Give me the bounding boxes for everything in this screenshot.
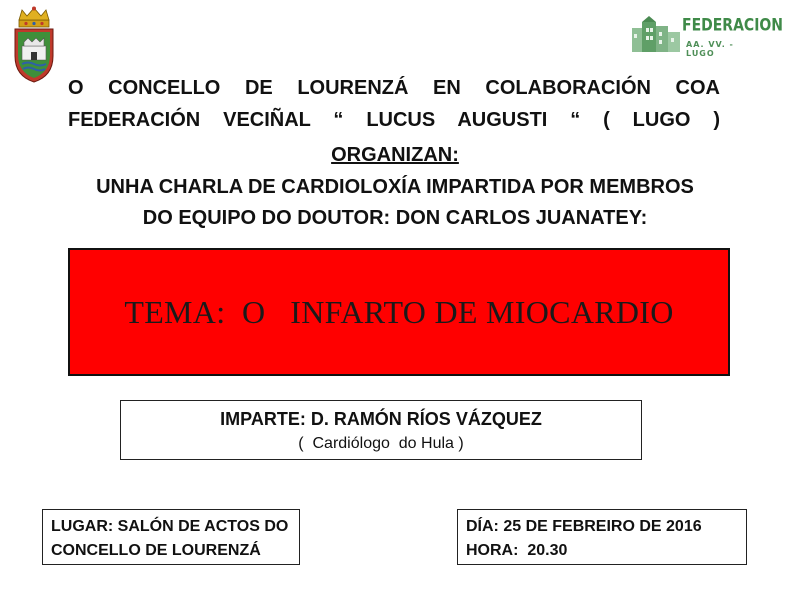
event-time: HORA: 20.30 — [466, 542, 568, 559]
coat-of-arms-icon — [8, 6, 60, 84]
topic-box — [68, 248, 730, 376]
organizan-text: ORGANIZAN: — [331, 144, 459, 166]
datetime-box — [457, 509, 747, 565]
federation-main-text: FEDERACION — [682, 16, 784, 36]
coat-of-arms-logo — [8, 6, 60, 84]
federation-sub-text: AA. VV. - LUGO — [686, 40, 734, 58]
federation-wordmark — [682, 14, 784, 58]
building-icon — [630, 14, 682, 54]
speaker-role: ( Cardiólogo do Hula ) — [298, 435, 464, 452]
location-line-1: LUGAR: SALÓN DE ACTOS DO — [51, 518, 289, 535]
location-line-2: CONCELLO DE LOURENZÁ — [51, 542, 261, 559]
event-date: DÍA: 25 DE FEBREIRO DE 2016 — [466, 518, 702, 535]
header-line-1: O CONCELLO DE LOURENZÁ EN COLABORACIÓN COA — [68, 77, 720, 99]
federation-logo — [630, 14, 784, 58]
organizan-heading — [40, 142, 750, 168]
speaker-name: IMPARTE: D. RAMÓN RÍOS VÁZQUEZ — [220, 409, 542, 429]
speaker-box — [120, 400, 642, 460]
topic-title: TEMA: O INFARTO DE MIOCARDIO — [124, 293, 674, 330]
header-line-2: FEDERACIÓN VECIÑAL “ LUCUS AUGUSTI “ ( LUGO ) — [68, 109, 720, 131]
location-box — [42, 509, 300, 565]
header-line-4: DO EQUIPO DO DOUTOR: DON CARLOS JUANATEY: — [142, 207, 648, 229]
header-line-3: UNHA CHARLA DE CARDIOLOXÍA IMPARTIDA POR MEMBROS — [96, 176, 694, 198]
